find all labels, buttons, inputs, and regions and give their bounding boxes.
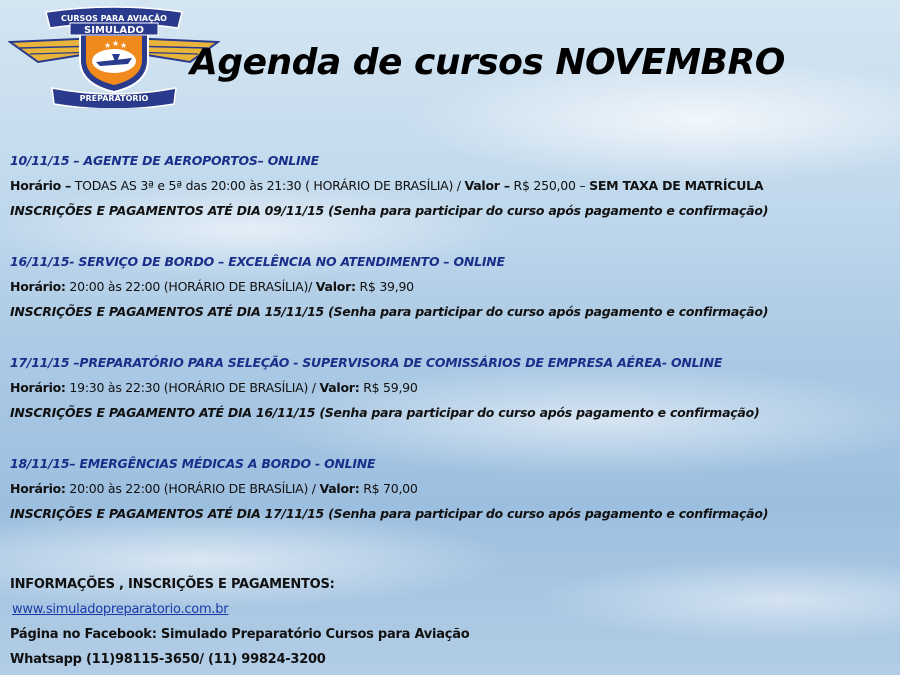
logo-bottom-text: PREPARATÓRIO <box>79 94 149 103</box>
contact-info <box>10 572 890 672</box>
price-label: Valor: <box>319 380 360 395</box>
deadline-bold: INSCRIÇÕES E PAGAMENTOS ATÉ DIA 09/11/15 <box>10 203 324 218</box>
svg-text:★: ★ <box>112 39 120 48</box>
course-agenda <box>10 148 895 526</box>
course-heading: 18/11/15– EMERGÊNCIAS MÉDICAS A BORDO - ONLINE <box>10 456 376 471</box>
svg-text:★: ★ <box>104 41 112 50</box>
facebook-label: Página no Facebook: <box>10 627 157 642</box>
schedule-label: Horário – <box>10 178 72 193</box>
price-text: R$ 39,90 <box>355 279 414 294</box>
deadline-rest: (Senha para participar do curso após pagamento e confirmação) <box>323 304 769 319</box>
deadline-rest: (Senha para participar do curso após pagamento e confirmação) <box>323 203 769 218</box>
logo-top-text: CURSOS PARA AVIAÇÃO <box>61 14 167 23</box>
course-heading: 10/11/15 – AGENTE DE AEROPORTOS– ONLINE <box>10 153 319 168</box>
schedule-text: 20:00 às 22:00 (HORÁRIO DE BRASÍLIA) / <box>65 481 320 496</box>
extra-note: SEM TAXA DE MATRÍCULA <box>589 178 764 193</box>
deadline-bold: INSCRIÇÕES E PAGAMENTO ATÉ DIA 16/11/15 <box>10 405 316 420</box>
facebook-line <box>10 622 890 647</box>
price-label: Valor – <box>464 178 510 193</box>
deadline-rest: (Senha para participar do curso após pagamento e confirmação) <box>323 506 769 521</box>
price-text: R$ 250,00 – <box>509 178 590 193</box>
course-schedule <box>10 173 895 198</box>
course-deadline <box>10 501 895 526</box>
course-schedule <box>10 476 895 501</box>
page-title: Agenda de cursos NOVEMBRO <box>190 42 785 83</box>
schedule-text: 19:30 às 22:30 (HORÁRIO DE BRASÍLIA) / <box>65 380 320 395</box>
deadline-rest: (Senha para participar do curso após pagamento e confirmação) <box>315 405 760 420</box>
course-schedule <box>10 375 895 400</box>
price-label: Valor: <box>319 481 360 496</box>
course-deadline <box>10 400 895 425</box>
schedule-text: TODAS AS 3ª e 5ª das 20:00 às 21:30 ( HORÁRIO DE BRASÍLIA) / <box>71 178 465 193</box>
course-deadline <box>10 299 895 324</box>
whatsapp-label: Whatsapp <box>10 652 82 667</box>
course-heading: 17/11/15 –PREPARATÓRIO PARA SELEÇÃO - SUPERVISORA DE COMISSÁRIOS DE EMPRESA AÉREA- ONLINE <box>10 355 723 370</box>
course-item <box>10 451 895 526</box>
schedule-label: Horário: <box>10 481 66 496</box>
course-item <box>10 249 895 324</box>
course-deadline <box>10 198 895 223</box>
deadline-bold: INSCRIÇÕES E PAGAMENTOS ATÉ DIA 15/11/15 <box>10 304 324 319</box>
deadline-bold: INSCRIÇÕES E PAGAMENTOS ATÉ DIA 17/11/15 <box>10 506 324 521</box>
price-text: R$ 70,00 <box>359 481 418 496</box>
schedule-label: Horário: <box>10 279 66 294</box>
whatsapp-value: (11)98115-3650/ (11) 99824-3200 <box>81 652 326 667</box>
schedule-text: 20:00 às 22:00 (HORÁRIO DE BRASÍLIA)/ <box>65 279 316 294</box>
website-link[interactable]: www.simuladopreparatorio.com.br <box>12 602 229 617</box>
course-schedule <box>10 274 895 299</box>
svg-text:★: ★ <box>120 41 128 50</box>
course-item <box>10 148 895 223</box>
price-label: Valor: <box>315 279 356 294</box>
facebook-value: Simulado Preparatório Cursos para Aviação <box>156 627 470 642</box>
price-text: R$ 59,90 <box>359 380 418 395</box>
schedule-label: Horário: <box>10 380 66 395</box>
simulado-logo <box>8 4 220 108</box>
course-heading: 16/11/15- SERVIÇO DE BORDO – EXCELÊNCIA NO ATENDIMENTO – ONLINE <box>10 254 505 269</box>
course-item <box>10 350 895 425</box>
whatsapp-line <box>10 647 890 672</box>
contact-heading: INFORMAÇÕES , INSCRIÇÕES E PAGAMENTOS: <box>10 577 335 592</box>
logo-middle-text: SIMULADO <box>84 25 144 36</box>
